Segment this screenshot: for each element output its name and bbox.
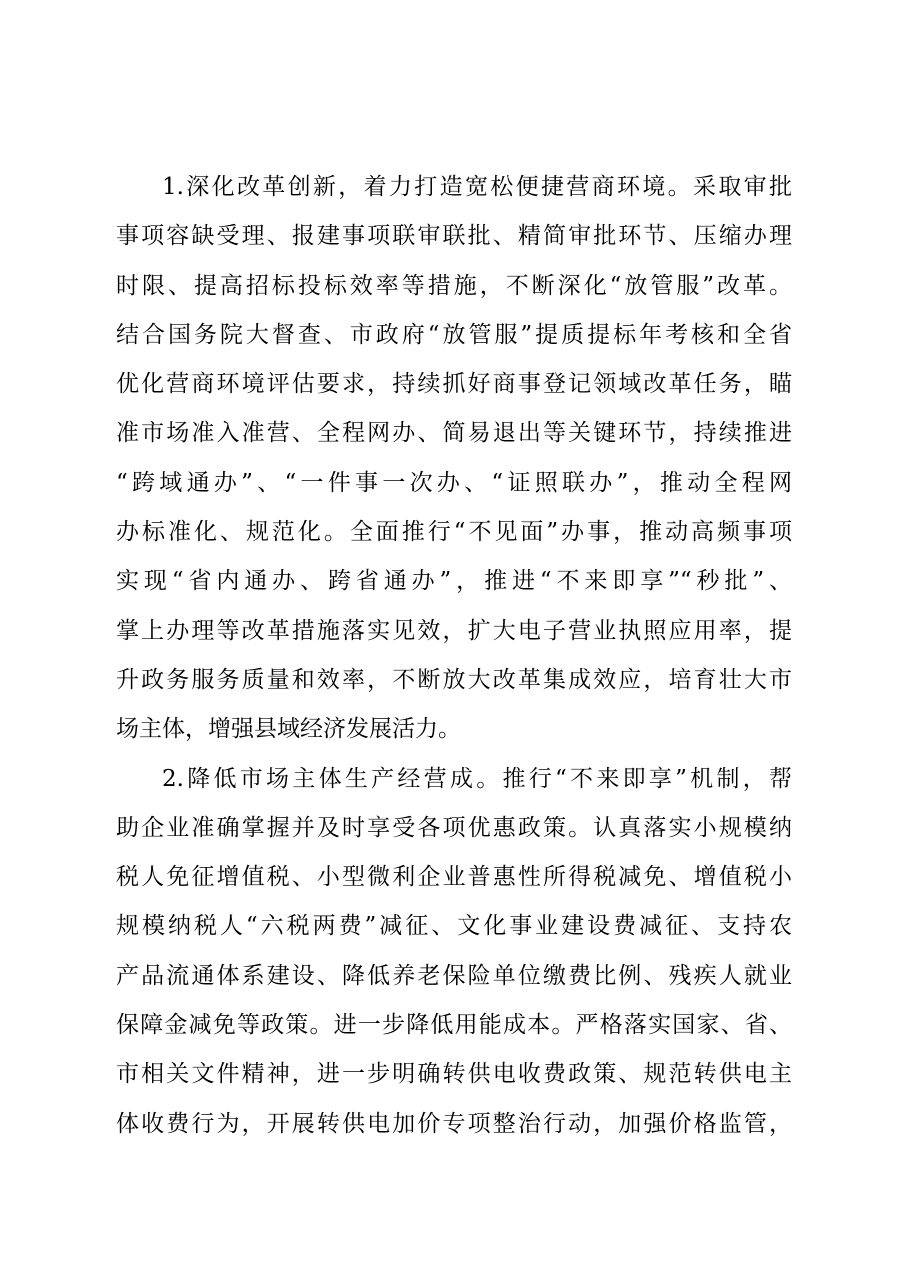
- paragraph-2: [116, 755, 792, 1149]
- paragraph-line: 助企业准确掌握并及时享受各项优惠政策。认真落实小规模纳: [116, 814, 792, 841]
- paragraph-line: 保障金减免等政策。进一步降低用能成本。严格落实国家、省、: [116, 1012, 792, 1039]
- paragraph-line: 掌上办理等改革措施落实见效，扩大电子营业执照应用率，提: [116, 617, 792, 644]
- paragraph-line: 税人免征增值税、小型微利企业普惠性所得税减免、增值税小: [116, 864, 792, 891]
- paragraph-line: 实现“省内通办、跨省通办”，推进“不来即享”“秒批”、: [116, 568, 792, 595]
- paragraph-1: [116, 163, 792, 755]
- paragraph-line: 体收费行为，开展转供电加价专项整治行动，加强价格监管，: [116, 1110, 792, 1137]
- paragraph-line: 时限、提高招标投标效率等措施，不断深化“放管服”改革。: [116, 272, 792, 299]
- paragraph-line: 市相关文件精神，进一步明确转供电收费政策、规范转供电主: [116, 1061, 792, 1088]
- paragraph-line: 1.深化改革创新，着力打造宽松便捷营商环境。采取审批: [162, 174, 792, 200]
- paragraph-line: 产品流通体系建设、降低养老保险单位缴费比例、残疾人就业: [116, 962, 792, 989]
- paragraph-line: “跨域通办”、“一件事一次办、“证照联办”，推动全程网: [116, 469, 792, 496]
- paragraph-line: 2.降低市场主体生产经营成。推行“不来即享”机制，帮: [162, 765, 792, 792]
- paragraph-line: 办标准化、规范化。全面推行“不见面”办事，推动高频事项: [116, 519, 792, 546]
- paragraph-line: 优化营商环境评估要求，持续抓好商事登记领域改革任务，瞄: [116, 371, 792, 398]
- paragraph-line: 事项容缺受理、报建事项联审联批、精简审批环节、压缩办理: [116, 223, 792, 250]
- paragraph-line: 结合国务院大督查、市政府“放管服”提质提标年考核和全省: [116, 321, 792, 348]
- document-body: [116, 163, 792, 1149]
- paragraph-line: 升政务服务质量和效率，不断放大改革集成效应，培育壮大市: [116, 666, 792, 693]
- paragraph-line: 规模纳税人“六税两费”减征、文化事业建设费减征、支持农: [116, 913, 792, 940]
- paragraph-line: 准市场准入准营、全程网办、简易退出等关键环节，持续推进: [116, 420, 792, 447]
- paragraph-line: 场主体，增强县域经济发展活力。: [116, 716, 461, 743]
